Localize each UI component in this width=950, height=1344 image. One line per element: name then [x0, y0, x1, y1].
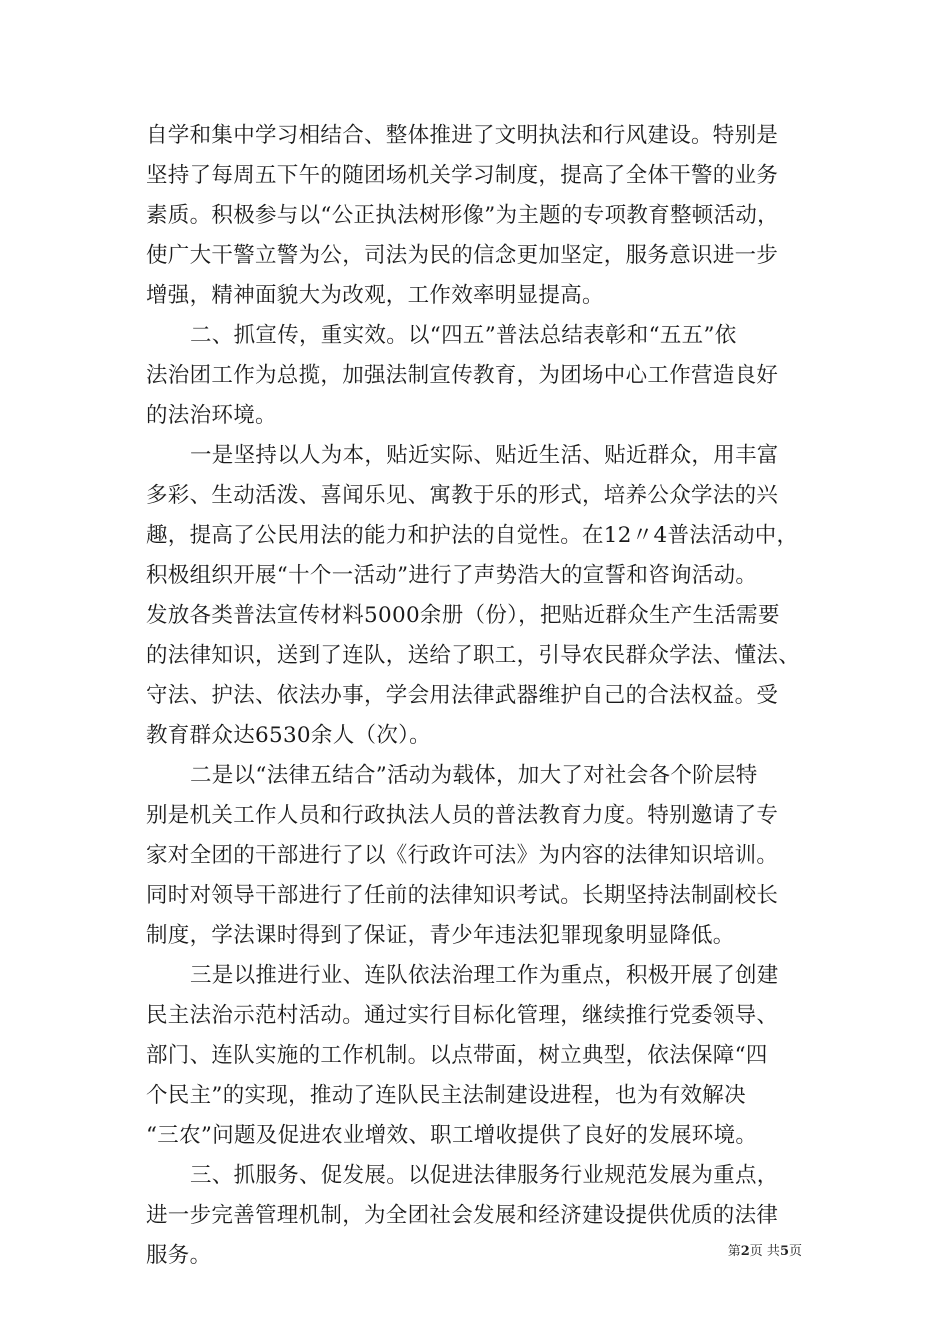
text-line: 一是坚持以人为本，贴近实际、贴近生活、贴近群众，用丰富	[190, 443, 779, 468]
text-line: 同时对领导干部进行了任前的法律知识考试。长期坚持法制副校长	[146, 883, 779, 908]
footer-middle: 页 共	[749, 1244, 780, 1259]
text-line: 教育群众达6530余人（次）。	[146, 723, 431, 748]
text-line: 增强，精神面貌大为改观，工作效率明显提高。	[146, 283, 604, 308]
text-line: 二、抓宣传，重实效。以“四五”普法总结表彰和“五五”依	[190, 323, 737, 348]
text-line: 进一步完善管理机制，为全团社会发展和经济建设提供优质的法律	[146, 1203, 779, 1228]
text-line: 二是以“法律五结合”活动为载体，加大了对社会各个阶层特	[190, 763, 758, 788]
footer-prefix: 第	[727, 1244, 741, 1259]
text-line: “三农”问题及促进农业增效、职工增收提供了良好的发展环境。	[146, 1123, 758, 1148]
text-line: 三是以推进行业、连队依法治理工作为重点，积极开展了创建	[190, 963, 779, 988]
total-pages-number: 5	[779, 1244, 789, 1259]
document-body	[146, 116, 826, 1276]
text-line: 的法治环境。	[146, 403, 277, 428]
text-line: 素质。积极参与以“公正执法树形像”为主题的专项教育整顿活动，	[146, 203, 779, 228]
text-line: 制度，学法课时得到了保证，青少年违法犯罪现象明显降低。	[146, 923, 735, 948]
text-line: 民主法治示范村活动。通过实行目标化管理，继续推行党委领导、	[146, 1003, 779, 1028]
text-line: 守法、护法、依法办事，学会用法律武器维护自己的合法权益。受	[146, 683, 779, 708]
text-line: 多彩、生动活泼、喜闻乐见、寓教于乐的形式，培养公众学法的兴	[146, 483, 779, 508]
text-line: 坚持了每周五下午的随团场机关学习制度，提高了全体干警的业务	[146, 163, 779, 188]
text-line: 趣，提高了公民用法的能力和护法的自觉性。在12〃4普法活动中，	[146, 523, 799, 548]
text-line: 三、抓服务、促发展。以促进法律服务行业规范发展为重点，	[190, 1163, 779, 1188]
page-footer	[728, 1244, 802, 1260]
text-line: 法治团工作为总揽，加强法制宣传教育，为团场中心工作营造良好	[146, 363, 779, 388]
current-page-number: 2	[740, 1244, 750, 1259]
text-line: 服务。	[146, 1243, 212, 1268]
footer-suffix: 页	[788, 1244, 802, 1259]
text-line: 部门、连队实施的工作机制。以点带面，树立典型，依法保障“四	[146, 1043, 768, 1068]
text-line: 别是机关工作人员和行政执法人员的普法教育力度。特别邀请了专	[146, 803, 779, 828]
text-line: 发放各类普法宣传材料5000余册（份），把贴近群众生产生活需要	[146, 603, 780, 628]
text-line: 的法律知识，送到了连队，送给了职工，引导农民群众学法、懂法、	[146, 643, 801, 668]
text-line: 自学和集中学习相结合、整体推进了文明执法和行风建设。特别是	[146, 123, 779, 148]
text-line: 家对全团的干部进行了以《行政许可法》为内容的法律知识培训。	[146, 843, 779, 868]
text-line: 积极组织开展“十个一活动”进行了声势浩大的宣誓和咨询活动。	[146, 563, 758, 588]
text-line: 使广大干警立警为公，司法为民的信念更加坚定，服务意识进一步	[146, 243, 779, 268]
text-line: 个民主”的实现，推动了连队民主法制建设进程，也为有效解决	[146, 1083, 746, 1108]
